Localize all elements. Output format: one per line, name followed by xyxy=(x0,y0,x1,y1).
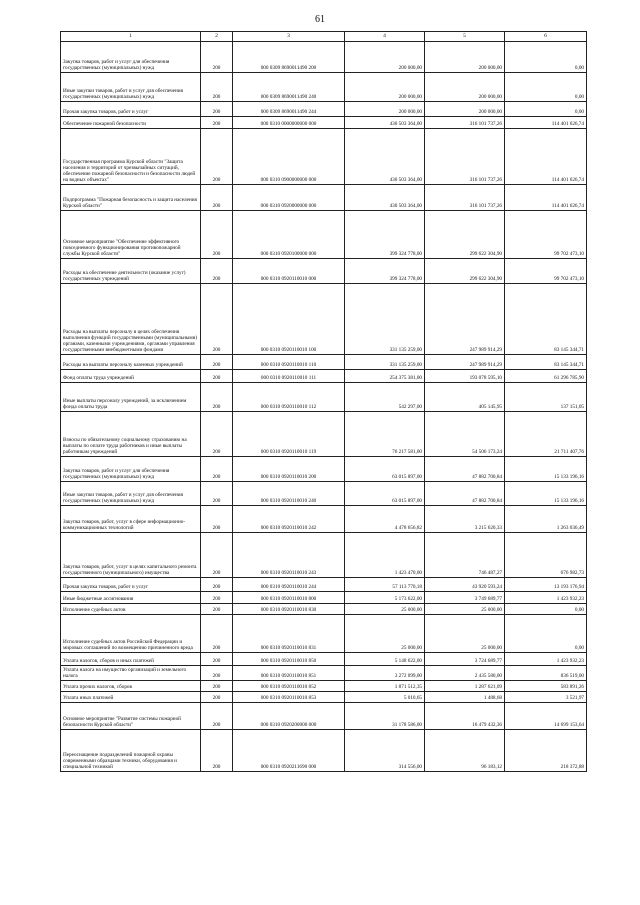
table-row xyxy=(61,129,587,185)
row-name: Взносы по обязательному социальному страхованию на выплаты по оплате труда работников и иные выплаты работникам учреждений xyxy=(61,412,201,457)
row-value-col6: 137 151,05 xyxy=(505,383,587,412)
row-code: 200 xyxy=(201,185,233,211)
row-value-col5: 3 724 689,77 xyxy=(425,653,505,666)
row-code: 200 xyxy=(201,506,233,533)
row-value-col6: 1 263 036,49 xyxy=(505,506,587,533)
row-budget-code: 000 0310 0920110010 100 xyxy=(233,284,345,355)
row-name: Прочая закупка товаров, работ и услуг xyxy=(61,578,201,592)
row-budget-code: 000 0310 0920211690 000 xyxy=(233,730,345,772)
row-value-col5: 247 989 914,29 xyxy=(425,355,505,370)
row-code: 200 xyxy=(201,383,233,412)
table-row xyxy=(61,533,587,578)
row-value-col6: 218 372,88 xyxy=(505,730,587,772)
row-value-col5: 43 920 593,24 xyxy=(425,578,505,592)
row-budget-code: 000 0309 8690011490 240 xyxy=(233,73,345,102)
row-budget-code: 000 0310 0920110010 112 xyxy=(233,383,345,412)
row-code: 200 xyxy=(201,129,233,185)
row-code: 200 xyxy=(201,42,233,73)
column-header: 2 xyxy=(201,32,233,42)
table-row xyxy=(61,692,587,703)
row-value-col6: 0,00 xyxy=(505,102,587,117)
row-value-col6: 836 519,00 xyxy=(505,666,587,681)
row-value-col4: 63 015 897,00 xyxy=(345,482,425,506)
row-value-col6: 676 982,73 xyxy=(505,533,587,578)
row-budget-code: 000 0310 0000000000 000 xyxy=(233,117,345,129)
row-budget-code: 000 0310 0920110010 240 xyxy=(233,482,345,506)
row-name: Переоснащение подразделений пожарной охраны современными образцами техники, оборудования и специальной техникой xyxy=(61,730,201,772)
row-value-col4: 57 113 770,18 xyxy=(345,578,425,592)
row-code: 200 xyxy=(201,482,233,506)
row-name: Исполнение судебных актов xyxy=(61,604,201,615)
row-value-col6: 583 891,26 xyxy=(505,681,587,692)
row-value-col5: 54 506 173,24 xyxy=(425,412,505,457)
row-value-col6: 14 699 153,64 xyxy=(505,703,587,730)
row-name: Подпрограмма "Пожарная безопасность и защита населения Курской области" xyxy=(61,185,201,211)
table-row xyxy=(61,383,587,412)
table-row xyxy=(61,259,587,284)
row-code: 200 xyxy=(201,412,233,457)
row-budget-code: 000 0310 0900000000 000 xyxy=(233,129,345,185)
row-code: 200 xyxy=(201,692,233,703)
row-value-col5: 200 000,00 xyxy=(425,73,505,102)
row-name: Расходы на выплаты персоналу казенных учреждений xyxy=(61,355,201,370)
row-code: 200 xyxy=(201,578,233,592)
row-code: 200 xyxy=(201,730,233,772)
row-value-col5: 193 078 595,10 xyxy=(425,370,505,383)
row-value-col4: 331 135 259,00 xyxy=(345,284,425,355)
row-budget-code: 000 0310 0920110010 000 xyxy=(233,259,345,284)
row-name: Фонд оплаты труда учреждений xyxy=(61,370,201,383)
row-value-col6: 1 423 932,23 xyxy=(505,592,587,604)
row-value-col6: 114 401 626,74 xyxy=(505,185,587,211)
row-value-col5: 1 287 621,09 xyxy=(425,681,505,692)
row-budget-code: 000 0310 0920110010 831 xyxy=(233,615,345,653)
row-name: Основное мероприятие "Обеспечение эффективного повседневного функционирования противопожарной службы Курской области" xyxy=(61,211,201,259)
row-budget-code: 000 0310 0920110010 110 xyxy=(233,355,345,370)
row-value-col6: 21 711 407,76 xyxy=(505,412,587,457)
row-value-col5: 200 000,00 xyxy=(425,102,505,117)
row-value-col4: 63 015 897,00 xyxy=(345,457,425,482)
row-value-col6: 114 401 626,74 xyxy=(505,129,587,185)
row-value-col5: 247 989 914,29 xyxy=(425,284,505,355)
row-value-col5: 405 145,95 xyxy=(425,383,505,412)
table-row xyxy=(61,681,587,692)
row-value-col4: 5 173 622,00 xyxy=(345,592,425,604)
row-name: Расходы на обеспечение деятельности (оказание услуг) государственных учреждений xyxy=(61,259,201,284)
table-row xyxy=(61,73,587,102)
table-row xyxy=(61,653,587,666)
column-header: 3 xyxy=(233,32,345,42)
row-budget-code: 000 0310 0920110010 243 xyxy=(233,533,345,578)
table-row xyxy=(61,506,587,533)
row-value-col4: 399 324 778,00 xyxy=(345,259,425,284)
row-code: 200 xyxy=(201,615,233,653)
column-header: 5 xyxy=(425,32,505,42)
row-name: Исполнение судебных актов Российской Федерации и мировых соглашений по возмещению причиненного вреда xyxy=(61,615,201,653)
table-row xyxy=(61,412,587,457)
row-code: 200 xyxy=(201,102,233,117)
row-value-col5: 16 479 432,36 xyxy=(425,703,505,730)
row-value-col4: 1 423 470,00 xyxy=(345,533,425,578)
table-row xyxy=(61,703,587,730)
row-value-col5: 25 000,00 xyxy=(425,615,505,653)
row-name: Государственная программа Курской области "Защита населения и территорий от чрезвычайных ситуаций, обеспечение пожарной безопасности и безопасности людей на водных объектах" xyxy=(61,129,201,185)
row-name: Уплата иных платежей xyxy=(61,692,201,703)
row-name: Закупка товаров, работ, услуг в сфере информационно-коммуникационных технологий xyxy=(61,506,201,533)
table-row xyxy=(61,185,587,211)
row-value-col4: 430 503 364,00 xyxy=(345,117,425,129)
row-value-col6: 0,00 xyxy=(505,42,587,73)
row-code: 200 xyxy=(201,211,233,259)
row-budget-code: 000 0310 0920110010 852 xyxy=(233,681,345,692)
table-row xyxy=(61,211,587,259)
row-value-col6: 0,00 xyxy=(505,615,587,653)
row-code: 200 xyxy=(201,73,233,102)
column-header: 4 xyxy=(345,32,425,42)
row-name: Обеспечение пожарной безопасности xyxy=(61,117,201,129)
row-value-col5: 746 487,27 xyxy=(425,533,505,578)
row-value-col5: 200 000,00 xyxy=(425,42,505,73)
row-value-col5: 1 488,68 xyxy=(425,692,505,703)
table-row xyxy=(61,615,587,653)
row-value-col4: 399 324 778,00 xyxy=(345,211,425,259)
row-code: 200 xyxy=(201,653,233,666)
row-budget-code: 000 0309 8690011490 244 xyxy=(233,102,345,117)
row-value-col5: 316 101 737,26 xyxy=(425,117,505,129)
table-row xyxy=(61,578,587,592)
row-budget-code: 000 0310 0920110010 200 xyxy=(233,457,345,482)
row-value-col6: 0,00 xyxy=(505,604,587,615)
row-value-col4: 25 000,00 xyxy=(345,615,425,653)
row-value-col4: 254 375 381,00 xyxy=(345,370,425,383)
table-row xyxy=(61,117,587,129)
row-value-col5: 299 622 304,90 xyxy=(425,211,505,259)
row-value-col4: 430 503 364,00 xyxy=(345,129,425,185)
row-value-col5: 25 000,00 xyxy=(425,604,505,615)
row-code: 200 xyxy=(201,355,233,370)
row-value-col6: 83 145 344,71 xyxy=(505,284,587,355)
row-value-col5: 316 101 737,26 xyxy=(425,185,505,211)
row-value-col5: 316 101 737,26 xyxy=(425,129,505,185)
table-row xyxy=(61,482,587,506)
row-code: 200 xyxy=(201,533,233,578)
row-code: 200 xyxy=(201,370,233,383)
table-row xyxy=(61,102,587,117)
row-code: 200 xyxy=(201,666,233,681)
row-budget-code: 000 0310 0920110010 830 xyxy=(233,604,345,615)
row-value-col4: 200 000,00 xyxy=(345,42,425,73)
row-value-col5: 47 882 700,84 xyxy=(425,457,505,482)
row-code: 200 xyxy=(201,117,233,129)
row-budget-code: 000 0310 0920000000 000 xyxy=(233,185,345,211)
row-name: Основное мероприятие "Развитие системы пожарной безопасности Курской области" xyxy=(61,703,201,730)
row-value-col6: 15 133 196,16 xyxy=(505,457,587,482)
row-name: Уплата налога на имущество организаций и земельного налога xyxy=(61,666,201,681)
row-budget-code: 000 0310 0920110010 244 xyxy=(233,578,345,592)
row-value-col4: 200 000,00 xyxy=(345,73,425,102)
row-code: 200 xyxy=(201,592,233,604)
column-header: 1 xyxy=(61,32,201,42)
table-row xyxy=(61,730,587,772)
row-value-col4: 314 556,00 xyxy=(345,730,425,772)
row-name: Уплата налогов, сборов и иных платежей xyxy=(61,653,201,666)
row-value-col5: 3 215 620,33 xyxy=(425,506,505,533)
row-value-col4: 430 503 364,00 xyxy=(345,185,425,211)
row-value-col4: 5 148 622,00 xyxy=(345,653,425,666)
row-name: Иные выплаты персоналу учреждений, за исключением фонда оплаты труда xyxy=(61,383,201,412)
page-number: 61 xyxy=(315,14,325,25)
row-value-col4: 25 000,00 xyxy=(345,604,425,615)
row-name: Уплата прочих налогов, сборов xyxy=(61,681,201,692)
row-code: 200 xyxy=(201,604,233,615)
row-value-col6: 13 193 176,94 xyxy=(505,578,587,592)
row-budget-code: 000 0309 8690011490 200 xyxy=(233,42,345,73)
row-budget-code: 000 0310 0920110010 119 xyxy=(233,412,345,457)
row-value-col6: 114 401 626,74 xyxy=(505,117,587,129)
row-value-col4: 76 217 581,00 xyxy=(345,412,425,457)
row-name: Иные бюджетные ассигнования xyxy=(61,592,201,604)
row-name: Закупка товаров, работ и услуг для обеспечения государственных (муниципальных) нужд xyxy=(61,42,201,73)
row-budget-code: 000 0310 0920110010 800 xyxy=(233,592,345,604)
row-name: Иные закупки товаров, работ и услуг для обеспечения государственных (муниципальных) нужд xyxy=(61,73,201,102)
row-value-col4: 4 478 656,82 xyxy=(345,506,425,533)
row-value-col6: 3 521,97 xyxy=(505,692,587,703)
row-value-col4: 5 010,65 xyxy=(345,692,425,703)
row-code: 200 xyxy=(201,284,233,355)
row-value-col4: 1 871 512,35 xyxy=(345,681,425,692)
row-value-col6: 0,00 xyxy=(505,73,587,102)
row-budget-code: 000 0310 0920100000 000 xyxy=(233,211,345,259)
row-code: 200 xyxy=(201,259,233,284)
row-value-col4: 200 000,00 xyxy=(345,102,425,117)
row-code: 200 xyxy=(201,681,233,692)
row-budget-code: 000 0310 0920110010 242 xyxy=(233,506,345,533)
row-budget-code: 000 0310 0920110010 850 xyxy=(233,653,345,666)
row-value-col5: 3 749 689,77 xyxy=(425,592,505,604)
row-value-col6: 1 423 932,23 xyxy=(505,653,587,666)
row-value-col4: 3 272 099,00 xyxy=(345,666,425,681)
row-value-col6: 61 296 785,90 xyxy=(505,370,587,383)
row-value-col4: 31 178 586,00 xyxy=(345,703,425,730)
table-row xyxy=(61,355,587,370)
row-value-col6: 99 702 473,10 xyxy=(505,259,587,284)
table-row xyxy=(61,604,587,615)
row-value-col6: 15 133 196,16 xyxy=(505,482,587,506)
table-row xyxy=(61,42,587,73)
row-budget-code: 000 0310 0920110010 851 xyxy=(233,666,345,681)
table-row xyxy=(61,457,587,482)
row-name: Закупка товаров, работ, услуг в целях капитального ремонта государственного (муниципального) имущества xyxy=(61,533,201,578)
row-name: Прочая закупка товаров, работ и услуг xyxy=(61,102,201,117)
table-row xyxy=(61,370,587,383)
row-code: 200 xyxy=(201,457,233,482)
row-value-col5: 96 183,12 xyxy=(425,730,505,772)
row-code: 200 xyxy=(201,703,233,730)
table-row xyxy=(61,592,587,604)
row-name: Закупка товаров, работ и услуг для обеспечения государственных (муниципальных) нужд xyxy=(61,457,201,482)
budget-table xyxy=(60,31,587,772)
table-row xyxy=(61,284,587,355)
row-budget-code: 000 0310 0920200000 000 xyxy=(233,703,345,730)
row-name: Расходы на выплаты персоналу в целях обеспечения выполнения функций государственными (муниципальными) органами, казенными учреждениями, органами управления государственными внебюджетными фондами xyxy=(61,284,201,355)
row-value-col5: 299 622 304,90 xyxy=(425,259,505,284)
row-value-col4: 331 135 259,00 xyxy=(345,355,425,370)
row-value-col6: 99 702 473,10 xyxy=(505,211,587,259)
header-row xyxy=(61,32,587,42)
row-value-col6: 83 145 344,71 xyxy=(505,355,587,370)
column-header: 6 xyxy=(505,32,587,42)
row-value-col4: 542 297,00 xyxy=(345,383,425,412)
table-row xyxy=(61,666,587,681)
row-name: Иные закупки товаров, работ и услуг для обеспечения государственных (муниципальных) нужд xyxy=(61,482,201,506)
row-value-col5: 2 435 580,00 xyxy=(425,666,505,681)
row-value-col5: 47 882 700,84 xyxy=(425,482,505,506)
row-budget-code: 000 0310 0920110010 111 xyxy=(233,370,345,383)
row-budget-code: 000 0310 0920110010 853 xyxy=(233,692,345,703)
